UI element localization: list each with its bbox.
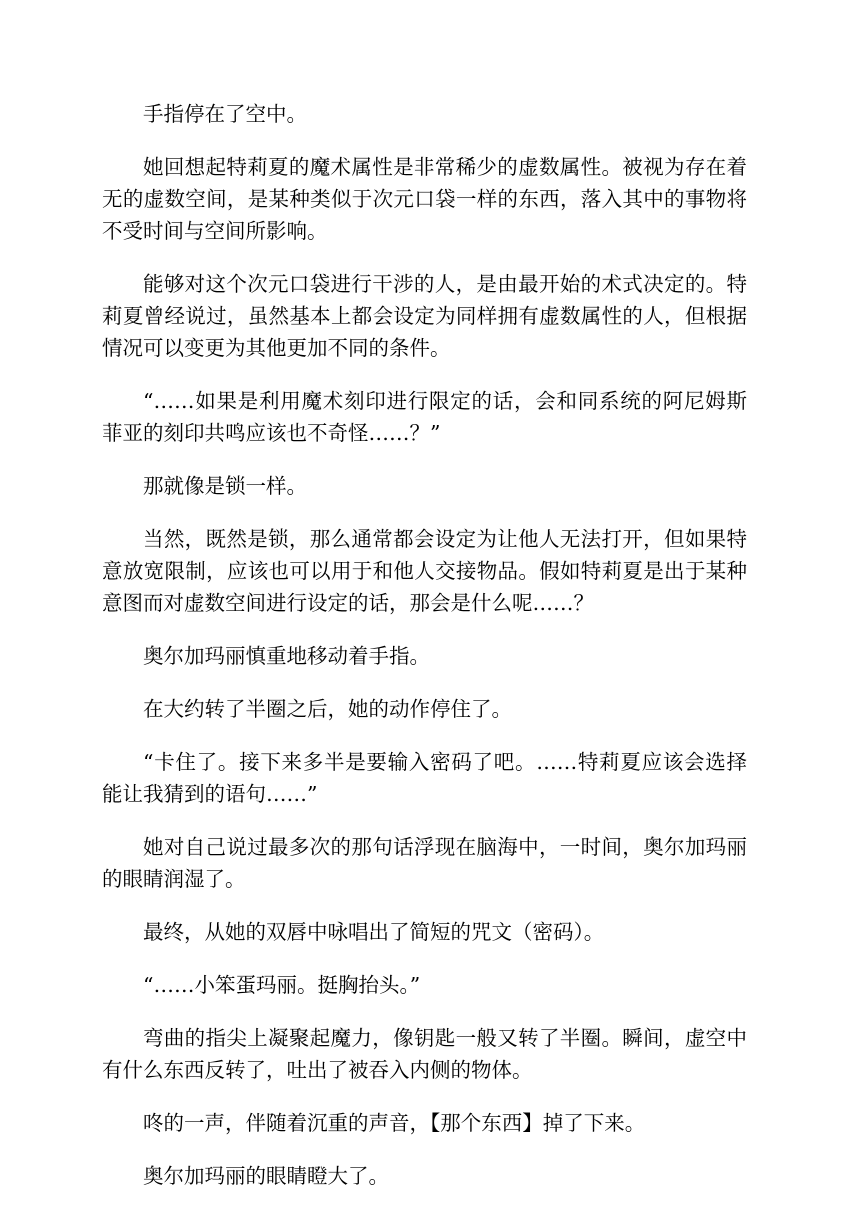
paragraph-11: 最终，从她的双唇中咏唱出了简短的咒文（密码）。 [143, 920, 605, 944]
paragraph-10: 她对自己说过最多次的那句话浮现在脑海中，一时间，奥尔加玛丽的眼睛润湿了。 [102, 835, 747, 891]
paragraph-5: 那就像是锁一样。 [143, 474, 307, 498]
paragraph-14: 咚的一声，伴随着沉重的声音，【那个东西】掉了下来。 [143, 1111, 646, 1135]
paragraph-2: 她回想起特莉夏的魔术属性是非常稀少的虚数属性。被视为存在着无的虚数空间，是某种类似于次元口袋一样的东西，落入其中的事物将不受时间与空间所影响。 [102, 155, 747, 243]
paragraph-13: 弯曲的指尖上凝聚起魔力，像钥匙一般又转了半圈。瞬间，虚空中有什么东西反转了，吐出了被吞入内侧的物体。 [102, 1026, 747, 1082]
paragraph-1: 手指停在了空中。 [143, 102, 307, 126]
paragraph-4: “……如果是利用魔术刻印进行限定的话，会和同系统的阿尼姆斯菲亚的刻印共鸣应该也不奇怪……？” [102, 389, 747, 445]
paragraph-15: 奥尔加玛丽的眼睛瞪大了。 [143, 1164, 389, 1188]
document-body [102, 98, 747, 1213]
paragraph-12: “……小笨蛋玛丽。挺胸抬头。” [143, 973, 421, 997]
paragraph-8: 在大约转了半圈之后，她的动作停住了。 [143, 697, 512, 721]
paragraph-3: 能够对这个次元口袋进行干涉的人，是由最开始的术式决定的。特莉夏曾经说过，虽然基本上都会设定为同样拥有虚数属性的人，但根据情况可以变更为其他更加不同的条件。 [102, 272, 747, 360]
paragraph-7: 奥尔加玛丽慎重地移动着手指。 [143, 644, 430, 668]
paragraph-9: “卡住了。接下来多半是要输入密码了吧。……特莉夏应该会选择能让我猜到的语句……” [102, 750, 747, 806]
paragraph-6: 当然，既然是锁，那么通常都会设定为让他人无法打开，但如果特意放宽限制，应该也可以用于和他人交接物品。假如特莉夏是出于某种意图而对虚数空间进行设定的话，那会是什么呢……？ [102, 527, 747, 615]
